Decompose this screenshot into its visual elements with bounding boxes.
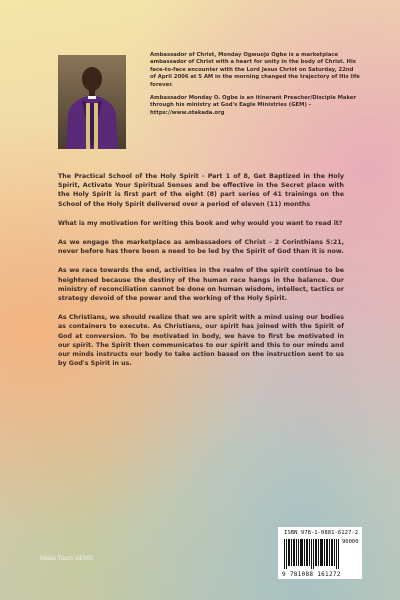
description-paragraph: As Christians, we should realize that we are spirit with a mind using our bodies as containers to execute. As Christians, our spirit has joined with the Spirit of God at conversion. To be motivated in body, we have to first be motivated in our spirit. The Spirit then communicates to our spirit and this to our minds and our minds instructs our body to take action based on the instruction sent to us by God's Spirit in us. <box>58 314 344 368</box>
bio-paragraph: Ambassador of Christ, Monday Ogwuojo Ogbe is a marketplace ambassador of Christ with a heart for unity in the body of Christ. His face-to-face encounter with the Lord Jesus Christ on Saturday, 22nd of April 2006 at 5 AM in the morning changed the trajectory of His life forever. <box>150 52 360 88</box>
description-paragraph: What is my motivation for writing this book and why would you want to read it? <box>58 219 343 227</box>
isbn-number: ISBN 978-1-0881-6127-2 <box>284 530 359 536</box>
ean-number: 9 781088 161272 <box>282 571 341 578</box>
description-paragraph: The Practical School of the Holy Spirit - Part 1 of 8, Get Baptized in the Holy Spirit, Activate Your Spiritual Senses and be effective in the Secret place with the Holy Spirit is first part of the eight (8) part series of 41 trainings on the School of the Holy Spirit delivered over a period of eleven (11) months <box>58 173 344 208</box>
bio-paragraph: Ambassador Monday O. Ogbe is an itinerant Preacher/Disciple Maker through his ministry at God's Eagle Ministries (GEM) - https://www.otakada.org <box>150 95 357 116</box>
description-paragraph: As we engage the marketplace as ambassadors of Christ – 2 Corinthians 5:21, never before has there been a need to be led by the Spirit of God than it is now. <box>58 239 344 256</box>
description-paragraph: As we race towards the end, activities in the realm of the spirit continue to be heightened because the destiny of the human race hangs in the balance. Our ministry of reconciliation cannot be done on human wisdom, intellect, tactics or strategy devoid of the power and the working of the Holy Spirit. <box>58 267 344 303</box>
book-description <box>58 172 344 378</box>
publisher-logo-text: Midas Touch GEMS <box>40 556 93 562</box>
price-code: 90000 <box>342 539 359 545</box>
barcode-bars <box>284 539 340 569</box>
author-photo <box>58 55 126 149</box>
author-bio <box>150 52 360 123</box>
isbn-barcode <box>278 527 362 579</box>
